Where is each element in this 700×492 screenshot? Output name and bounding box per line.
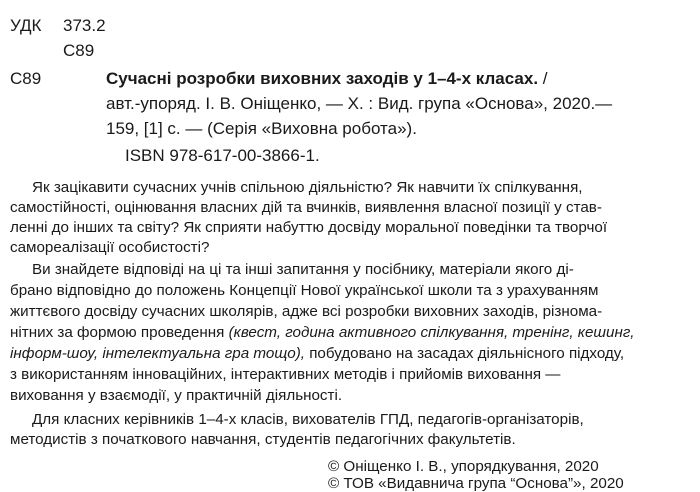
copyright-compiler: © Оніщенко І. В., упорядкування, 2020 — [328, 458, 599, 475]
para2-line-4-text: нітних за формою проведення — [10, 324, 225, 341]
udk-code: 373.2 — [63, 16, 106, 35]
udk-author-mark: С89 — [63, 41, 95, 60]
para2-line-7: виховання у взаємодії, у практичній діяльності. — [10, 387, 343, 404]
isbn: ISBN 978-617-00-3866-1. — [125, 146, 320, 165]
entry-line-3: 159, [1] с. — (Серія «Виховна робота»). — [106, 119, 417, 138]
entry-line-2: авт.-упоряд. І. В. Оніщенко, — Х. : Вид. група «Основа», 2020.— — [106, 94, 613, 113]
para2-line-3: життєвого досвіду сучасних школярів, адже всі розробки виховних заходів, різнома- — [10, 303, 603, 320]
udk-label: УДК — [10, 16, 42, 35]
para1-line-3: ленні до інших та світу? Як сприяти набуттю досвіду моральної поведінки та творчої — [10, 219, 608, 236]
forms-list-part-2: інформ-шоу, інтелектуальна гра тощо), — [10, 345, 305, 362]
para3-line-1: Для класних керівників 1–4-х класів, вихователів ГПД, педагогів-організаторів, — [32, 411, 584, 428]
para2-line-2: брано відповідно до положень Концепції Нової української школи та з урахуванням — [10, 282, 599, 299]
para1-line-2: самостійності, оцінювання власних дій та вчинків, виявлення власної позиції у став- — [10, 199, 602, 216]
copyright-publisher: © ТОВ «Видавнича група “Основа”», 2020 — [328, 475, 624, 492]
para2-line-6: з використанням інноваційних, інтерактивних методів і прийомів виховання — — [10, 366, 561, 383]
para2-line-5-text: побудовано на засадах діяльнісного підходу, — [304, 345, 625, 362]
para2-line-4 — [10, 324, 635, 341]
para2-line-1: Ви знайдете відповіді на ці та інші запитання у посібнику, матеріали якого ді- — [32, 261, 574, 278]
para1-line-4: самореалізації особистості? — [10, 239, 210, 256]
para3-line-2: методистів з початкового навчання, студентів педагогічних факультетів. — [10, 431, 516, 448]
para2-line-5 — [10, 345, 624, 362]
book-title: Сучасні розробки виховних заходів у 1–4-х класах. — [106, 69, 539, 88]
forms-list-part-1: (квест, година активного спілкування, тренінг, кешинг, — [228, 324, 635, 341]
entry-line-1 — [106, 69, 548, 89]
entry-author-mark: С89 — [10, 69, 42, 88]
title-separator: / — [538, 69, 548, 88]
para1-line-1: Як зацікавити сучасних учнів спільною діяльністю? Як навчити їх спілкування, — [32, 179, 583, 196]
